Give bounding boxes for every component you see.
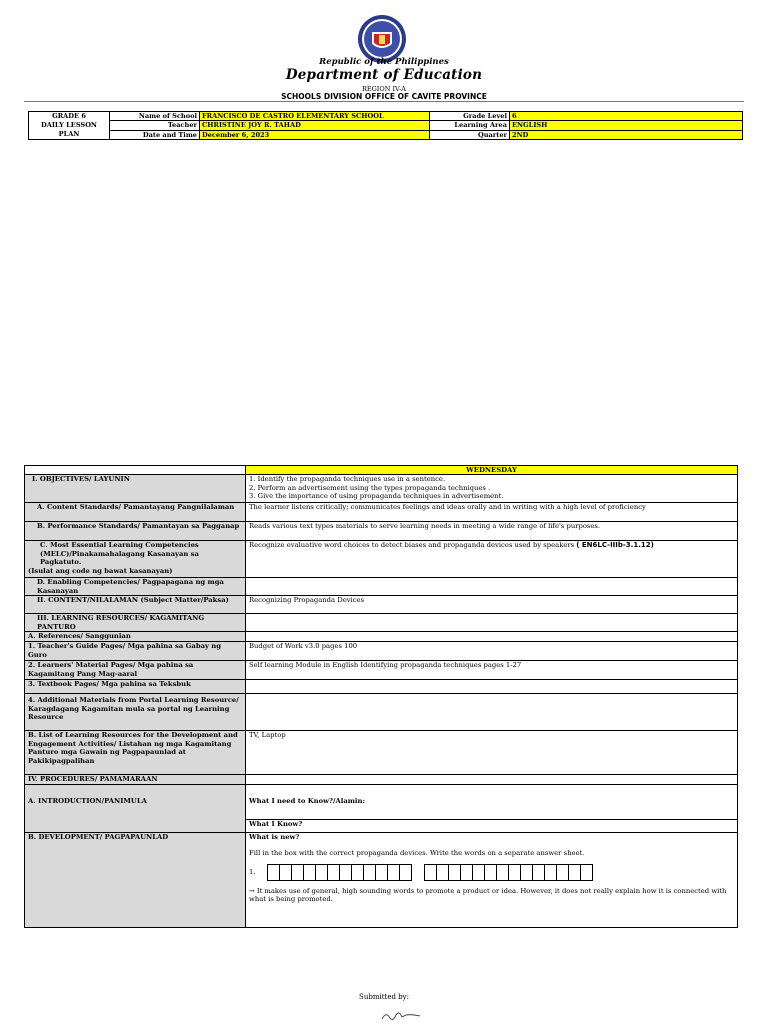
content-standards-label: A. Content Standards/ Pamantayang Pangnilalaman [25,503,246,522]
dev-description: → It makes use of general, high sounding words to promote a product or idea. However, it does not really explain how it is connected with what is being promoted. [249,886,727,904]
lesson-info-table [28,111,743,140]
corner-cell [25,466,246,475]
objectives-label: I. OBJECTIVES/ LAYUNIN [25,475,246,503]
objectives-cell [246,475,738,503]
references-label: A. References/ Sanggunian [25,632,246,642]
school-label: Name of School [110,112,200,121]
teachers-guide-label: 1. Teacher's Guide Pages/ Mga pahina sa Gabay ng Guro [25,641,246,660]
date-label: Date and Time [110,130,200,139]
teachers-guide-value: Budget of Work v3.0 pages 100 [246,641,738,660]
development-cell [246,832,738,927]
school-value: FRANCISCO DE CASTRO ELEMENTARY SCHOOL [200,112,430,121]
references-value [246,632,738,642]
learning-resources-list-label: B. List of Learning Resources for the Development and Engagement Activities/ Listahan ng mga Kagamitang Panturo mga Gawain ng Pagpapaunlad at Pakikipagpalihan [25,730,246,774]
additional-materials-value [246,693,738,730]
department-heading: Department of Education [285,67,483,83]
textbook-value [246,679,738,693]
teacher-value: CHRISTINE JOY R. TAHAD [200,121,430,130]
republic-heading: Republic of the Philippines [319,57,449,67]
procedures-value [246,774,738,784]
intro-what-i-need-to-know: What I need to Know?/Alamin: [246,784,738,820]
content-label: II. CONTENT/NILALAMAN (Subject Matter/Paksa) [25,596,246,614]
quarter-value: 2ND [510,130,743,139]
item-number: 1. [249,867,256,876]
development-label: B. DEVELOPMENT/ PAGPAPAUNLAD [25,832,246,927]
answer-boxes-word-2[interactable] [424,864,593,881]
textbook-label: 3. Textbook Pages/ Mga pahina sa Teksbuk [25,679,246,693]
objective-1: 1. Identify the propaganda techniques use in a sentence. [249,475,446,483]
procedures-label: IV. PROCEDURES/ PAMAMARAAN [25,774,246,784]
learners-material-label: 2. Learners' Material Pages/ Mga pahina sa Kagamitang Pang Mag-aaral [25,660,246,679]
teacher-label: Teacher [110,121,200,130]
content-value: Recognizing Propaganda Devices [246,596,738,614]
region-heading: REGION IV-A [361,85,407,93]
answer-boxes-row [249,864,734,881]
resources-label: III. LEARNING RESOURCES/ KAGAMITANG PANTURO [25,614,246,632]
dev-title: What is new? [249,832,300,841]
melc-code: ( EN6LC-IIIb-3.1.12) [576,541,654,549]
dlp-label: GRADE 6 DAILY LESSON PLAN [29,112,110,140]
dev-instructions: Fill in the box with the correct propaganda devices. Write the words on a separate answer sheet. [249,849,585,858]
grade-value: 6 [510,112,743,121]
header-divider [24,101,744,102]
learning-resources-list-value: TV, Laptop [246,730,738,774]
area-value: ENGLISH [510,121,743,130]
intro-what-i-know: What I Know? [246,820,738,832]
area-label: Learning Area [430,121,510,130]
introduction-label: A. INTRODUCTION/PANIMULA [25,784,246,832]
content-standards-value: The learner listens critically; communicates feelings and ideas orally and in writing with a high level of proficiency [246,503,738,522]
objective-2: 2. Perform an advertisement using the types propaganda techniques . [249,483,491,492]
objective-3: 3. Give the importance of using propaganda techniques in advertisement. [249,492,504,501]
learners-material-value: Self learning Module in English Identifying propaganda techniques pages 1-27 [246,660,738,679]
signature-icon [378,1009,424,1023]
submitted-by-label: Submitted by: [359,993,409,1001]
melc-label: C. Most Essential Learning Competencies (MELC)/Pinakamahalagang Kasanayan sa Pagkatuto. (Isulat ang code ng bawat kasanayan) [25,541,246,578]
performance-standards-value: Reads various text types materials to serve learning needs in meeting a wide range of life's purposes. [246,522,738,541]
grade-label: Grade Level [430,112,510,121]
enabling-value [246,578,738,596]
answer-boxes-word-1[interactable] [267,864,412,881]
division-heading: SCHOOLS DIVISION OFFICE OF CAVITE PROVINCE [281,92,487,101]
date-value: December 6, 2023 [200,130,430,139]
resources-value [246,614,738,632]
day-header: WEDNESDAY [246,466,738,475]
quarter-label: Quarter [430,130,510,139]
enabling-label: D. Enabling Competencies/ Pagpapagana ng mga Kasanayan [25,578,246,596]
lesson-plan-table [24,465,738,928]
melc-value: Recognize evaluative word choices to detect biases and propaganda devices used by speakers ( EN6LC-IIIb-3.1.12) [246,541,738,578]
performance-standards-label: B. Performance Standards/ Pamantayan sa Pagganap [25,522,246,541]
additional-materials-label: 4. Additional Materials from Portal Learning Resource/ Karagdagang Kagamitan mula sa portal ng Learning Resource [25,693,246,730]
